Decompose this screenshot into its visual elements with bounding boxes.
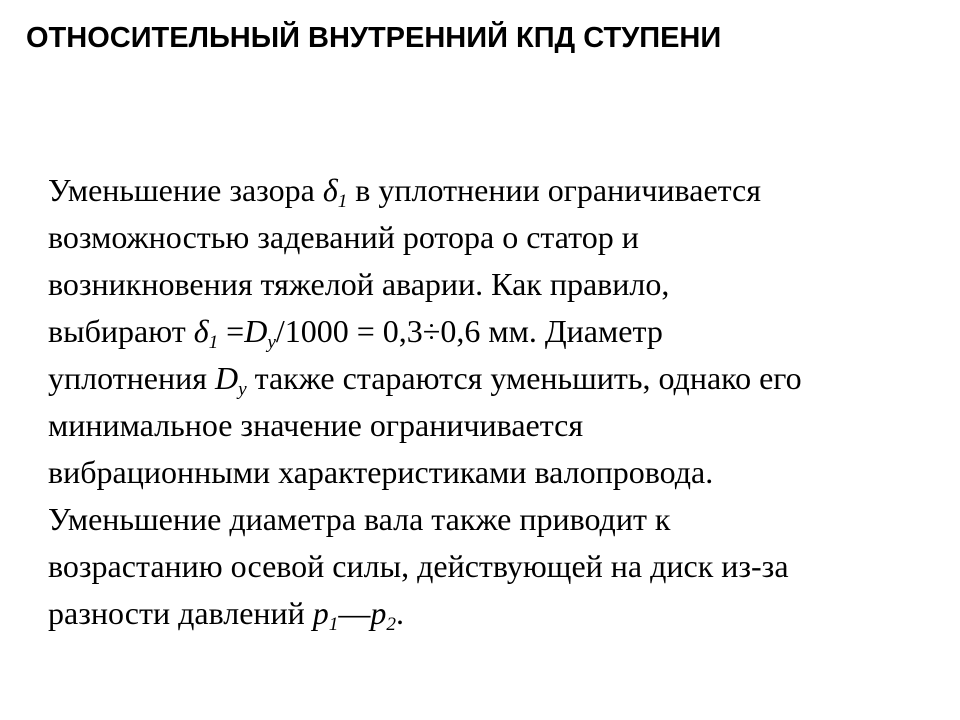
text-segment: также стараются уменьшить, однако его bbox=[246, 360, 802, 396]
subscript: 2 bbox=[386, 613, 396, 635]
text-line-3: возникновения тяжелой аварии. Как правило, bbox=[48, 266, 670, 302]
text-segment: /1000 = 0,3÷0,6 мм. Диаметр bbox=[275, 313, 663, 349]
diameter-symbol: D bbox=[244, 313, 268, 349]
subscript: 1 bbox=[208, 331, 219, 353]
text-line-6: минимальное значение ограничивается bbox=[48, 407, 584, 443]
delta-symbol: δ bbox=[193, 313, 209, 349]
period: . bbox=[395, 595, 404, 631]
text-line-5 bbox=[48, 358, 948, 405]
text-segment: разности давлений bbox=[48, 595, 313, 631]
body-paragraph bbox=[48, 170, 948, 640]
text-line-1 bbox=[48, 170, 948, 217]
text-segment: уплотнения bbox=[48, 360, 215, 396]
diameter-symbol: D bbox=[214, 360, 239, 396]
pressure-symbol: p bbox=[370, 595, 387, 631]
text-segment: Уменьшение зазора bbox=[48, 172, 323, 208]
slide-title: ОТНОСИТЕЛЬНЫЙ ВНУТРЕННИЙ КПД СТУПЕНИ bbox=[26, 22, 722, 54]
subscript: у bbox=[267, 331, 276, 353]
text-segment: = bbox=[218, 313, 245, 349]
delta-symbol: δ bbox=[322, 172, 338, 208]
pressure-symbol: p bbox=[312, 595, 329, 631]
subscript: 1 bbox=[328, 613, 339, 635]
text-segment: выбирают bbox=[48, 313, 194, 349]
text-segment: в уплотнении ограничивается bbox=[347, 172, 761, 208]
subscript: 1 bbox=[337, 190, 348, 212]
text-line-8: Уменьшение диаметра вала также приводит к bbox=[48, 501, 671, 537]
text-line-4 bbox=[48, 311, 948, 358]
text-line-10 bbox=[48, 593, 948, 640]
dash: — bbox=[338, 595, 371, 631]
text-line-7: вибрационными характеристиками валопровода. bbox=[48, 454, 714, 490]
text-line-9: возрастанию осевой силы, действующей на диск из-за bbox=[48, 548, 789, 584]
text-line-2: возможностью задеваний ротора о статор и bbox=[48, 219, 639, 255]
subscript: у bbox=[238, 378, 247, 400]
